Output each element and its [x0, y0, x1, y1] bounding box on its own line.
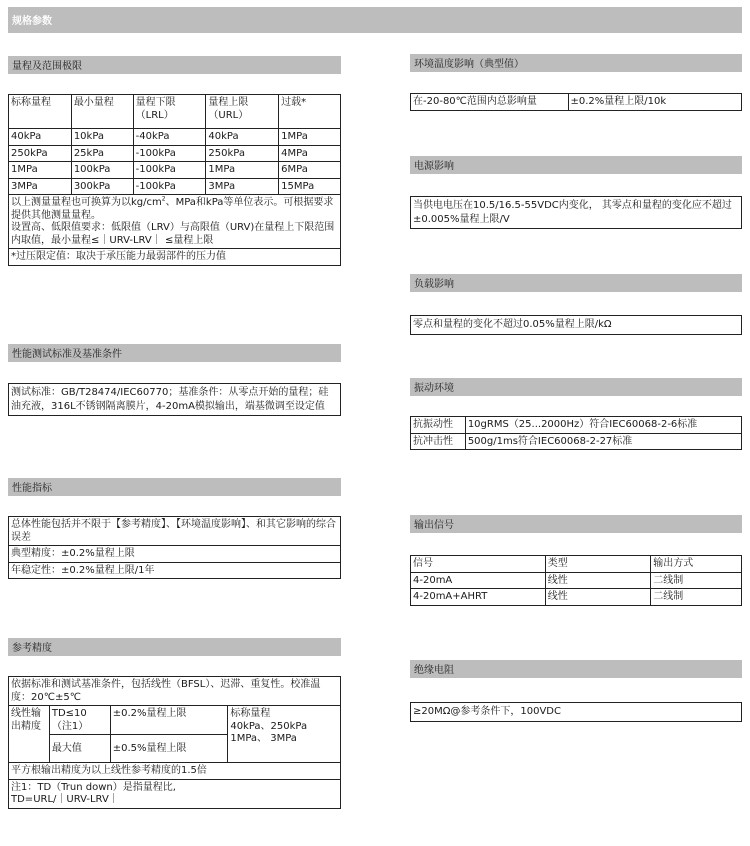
- header-nominal-range: 标称量程: [9, 95, 72, 129]
- max-label: 最大值: [49, 735, 110, 763]
- section-header-ambient-temp: 环境温度影响（典型值）: [410, 54, 742, 72]
- header-signal: 信号: [411, 556, 546, 573]
- header-min-range: 最小量程: [71, 95, 133, 129]
- range-note-row: [9, 195, 341, 249]
- cell: 25kPa: [71, 145, 133, 162]
- section-header-test-standard: 性能测试标准及基准条件: [8, 344, 341, 362]
- table-row: [9, 763, 341, 780]
- cell: 500g/1ms符合IEC60068-2-27标准: [465, 433, 741, 450]
- td-footnote: 注1：TD（Trun down）是指量程比, TD=URL/｜URV-LRV｜: [9, 779, 341, 808]
- cell: 抗冲击性: [411, 433, 466, 450]
- output-table: [410, 555, 742, 606]
- cell: 总体性能包括并不限于【参考精度】、【环境温度影响】、和其它影响的综合误差: [9, 517, 341, 546]
- cell: 1MPa: [279, 129, 341, 146]
- cell: -100kPa: [133, 178, 206, 195]
- test-standard-text: 测试标准：GB/T28474/IEC60770；基准条件：从零点开始的量程；硅油充液，316L不锈钢隔离膜片，4-20mA模拟输出，端基微调至设定值: [8, 383, 341, 416]
- accuracy-intro: 依据标准和测试基准条件，包括线性（BFSL）、迟滞、重复性。校准温度：20℃±5℃: [9, 677, 341, 706]
- section-header-power: 电源影响: [410, 156, 742, 174]
- cell: 3MPa: [9, 178, 72, 195]
- overload-note: *过压限定值：取决于承压能力最弱部件的压力值: [9, 249, 341, 266]
- insulation-text: ≥20MΩ@参考条件下，100VDC: [410, 702, 742, 722]
- cell: 4-20mA+AHRT: [411, 589, 546, 606]
- section-header-insulation: 绝缘电阻: [410, 660, 742, 678]
- header-output-mode: 输出方式: [651, 556, 742, 573]
- output-header-row: [411, 556, 742, 573]
- range-table: [8, 94, 341, 266]
- section-header-load: 负载影响: [410, 274, 742, 292]
- table-row: [9, 517, 341, 546]
- ambient-temp-value: ±0.2%量程上限/10k: [568, 94, 741, 111]
- cell: 二线制: [651, 572, 742, 589]
- cell: 3MPa: [206, 178, 279, 195]
- cell: -100kPa: [133, 145, 206, 162]
- header-overload: 过载*: [279, 95, 341, 129]
- cell: 10gRMS（25...2000Hz）符合IEC60068-2-6标准: [465, 417, 741, 434]
- table-row: [411, 572, 742, 589]
- load-text: 零点和量程的变化不超过0.05%量程上限/kΩ: [410, 315, 742, 335]
- table-row: [9, 562, 341, 579]
- power-text: 当供电电压在10.5/16.5-55VDC内变化， 其零点和量程的变化应不超过 ±0.005%量程上限/V: [410, 196, 742, 229]
- cell: 典型精度：±0.2%量程上限: [9, 546, 341, 563]
- header-url: 量程上限 （URL）: [206, 95, 279, 129]
- table-row: [9, 546, 341, 563]
- cell: 线性: [545, 589, 651, 606]
- linear-accuracy-label: 线性输出精度: [9, 706, 50, 763]
- table-row: [9, 145, 341, 162]
- cell: 250kPa: [206, 145, 279, 162]
- reference-accuracy-table: [8, 676, 341, 809]
- table-row: [9, 178, 341, 195]
- cell: -40kPa: [133, 129, 206, 146]
- cell: 15MPa: [279, 178, 341, 195]
- ambient-temp-table: [410, 93, 742, 111]
- cell: 40kPa: [9, 129, 72, 146]
- cell: 1MPa: [206, 162, 279, 179]
- overload-note-row: [9, 249, 341, 266]
- table-row: [9, 129, 341, 146]
- cell: 1MPa: [9, 162, 72, 179]
- cell: 4MPa: [279, 145, 341, 162]
- table-row: [411, 589, 742, 606]
- section-header-range: 量程及范围极限: [8, 56, 341, 74]
- table-row: [9, 162, 341, 179]
- nominal-range-cell: 标称量程 40kPa、250kPa 1MPa、 3MPa: [228, 706, 341, 763]
- table-row: [9, 677, 341, 706]
- td-value: ±0.2%量程上限: [110, 706, 228, 735]
- range-notes: 以上测量量程也可换算为以$kg/cm^2$、MPa和kPa等单位表示。可根据要求提供其他测量量程。 设置高、低限值要求：低限值（LRV）与高限值（URV)在量程上下限范围内取值，最小量程≤｜URV-LRV｜ ≤量程上限: [9, 195, 341, 249]
- cell: 二线制: [651, 589, 742, 606]
- max-value: ±0.5%量程上限: [110, 735, 228, 763]
- cell: 抗振动性: [411, 417, 466, 434]
- vibration-table: [410, 416, 742, 450]
- performance-table: [8, 516, 341, 579]
- section-header-vibration: 振动环境: [410, 378, 742, 396]
- table-row: [9, 706, 341, 735]
- section-header-reference-accuracy: 参考精度: [8, 638, 341, 656]
- cell: 年稳定性：±0.2%量程上限/1年: [9, 562, 341, 579]
- cell: 10kPa: [71, 129, 133, 146]
- cell: 4-20mA: [411, 572, 546, 589]
- section-header-output: 输出信号: [410, 515, 742, 533]
- header-lrl: 量程下限 （LRL）: [133, 95, 206, 129]
- cell: 300kPa: [71, 178, 133, 195]
- cell: 100kPa: [71, 162, 133, 179]
- table-row: [411, 433, 742, 450]
- cell: 线性: [545, 572, 651, 589]
- cell: 40kPa: [206, 129, 279, 146]
- table-row: [9, 779, 341, 808]
- cell: 6MPa: [279, 162, 341, 179]
- cell: 250kPa: [9, 145, 72, 162]
- header-type: 类型: [545, 556, 651, 573]
- cell: -100kPa: [133, 162, 206, 179]
- td-label: TD≤10 （注1）: [49, 706, 110, 735]
- spec-banner-title: 规格参数: [8, 7, 742, 33]
- sqrt-note: 平方根输出精度为以上线性参考精度的1.5倍: [9, 763, 341, 780]
- table-row: [411, 94, 742, 111]
- range-header-row: [9, 95, 341, 129]
- table-row: [411, 417, 742, 434]
- section-header-performance: 性能指标: [8, 478, 341, 496]
- ambient-temp-label: 在-20-80℃范围内总影响量: [411, 94, 569, 111]
